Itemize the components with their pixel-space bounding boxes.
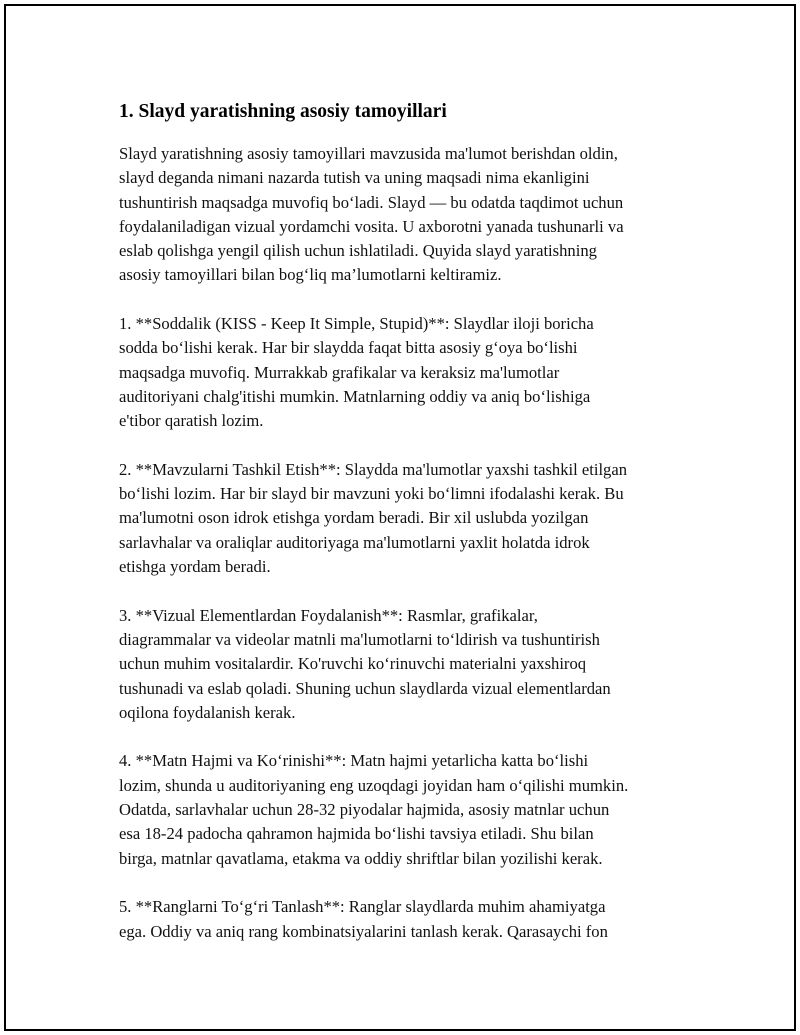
document-body: [119, 98, 704, 968]
text-line: tushuntirish maqsadga muvofiq bo‘ladi. Slayd — bu odatda taqdimot uchun: [119, 192, 624, 212]
document-title: 1. Slayd yaratishning asosiy tamoyillari: [119, 101, 447, 122]
text-line: sodda bo‘lishi kerak. Har bir slaydda faqat bitta asosiy g‘oya bo‘lishi: [119, 338, 578, 358]
text-line: eslab qolishga yengil qilish uchun ishlatiladi. Quyida slayd yaratishning: [119, 241, 597, 261]
text-line: maqsadga muvofiq. Murrakkab grafikalar va keraksiz ma'lumotlar: [119, 362, 560, 382]
text-line: 1. **Soddalik (KISS - Keep It Simple, Stupid)**: Slaydlar iloji boricha: [119, 314, 594, 334]
text-line: oqilona foydalanish kerak.: [119, 702, 296, 722]
text-line: asosiy tamoyillari bilan bog‘liq ma’lumotlarni keltiramiz.: [119, 265, 502, 285]
principle-5-paragraph: [119, 895, 704, 944]
text-line: 2. **Mavzularni Tashkil Etish**: Slaydda ma'lumotlar yaxshi tashkil etilgan: [119, 459, 628, 479]
page-frame: [4, 4, 796, 1031]
text-line: 3. **Vizual Elementlardan Foydalanish**: Rasmlar, grafikalar,: [119, 605, 538, 625]
text-line: diagrammalar va videolar matnli ma'lumotlarni to‘ldirish va tushuntirish: [119, 629, 600, 649]
principle-1-paragraph: [119, 312, 704, 433]
principle-2-paragraph: [119, 458, 704, 579]
text-line: esa 18-24 padocha qahramon hajmida bo‘lishi tavsiya etiladi. Shu bilan: [119, 824, 594, 844]
text-line: lozim, shunda u auditoriyaning eng uzoqdagi joyidan ham o‘qilishi mumkin.: [119, 775, 629, 795]
text-line: slayd deganda nimani nazarda tutish va uning maqsadi nima ekanligini: [119, 168, 590, 188]
text-line: 5. **Ranglarni To‘g‘ri Tanlash**: Ranglar slaydlarda muhim ahamiyatga: [119, 897, 606, 917]
text-line: etishga yordam beradi.: [119, 557, 271, 577]
principle-3-paragraph: [119, 604, 704, 725]
text-line: foydalaniladigan vizual yordamchi vosita. U axborotni yanada tushunarli va: [119, 216, 624, 236]
text-line: uchun muhim vositalardir. Ko'ruvchi ko‘rinuvchi materialni yaxshiroq: [119, 654, 587, 674]
text-line: tushunadi va eslab qoladi. Shuning uchun slaydlarda vizual elementlardan: [119, 678, 611, 698]
text-line: 4. **Matn Hajmi va Ko‘rinishi**: Matn hajmi yetarlicha katta bo‘lishi: [119, 751, 589, 771]
text-line: Odatda, sarlavhalar uchun 28-32 piyodalar hajmida, asosiy matnlar uchun: [119, 800, 610, 820]
text-line: sarlavhalar va oraliqlar auditoriyaga ma'lumotlarni yaxlit holatda idrok: [119, 532, 590, 552]
text-line: Slayd yaratishning asosiy tamoyillari mavzusida ma'lumot berishdan oldin,: [119, 144, 618, 163]
text-line: bo‘lishi lozim. Har bir slayd bir mavzuni yoki bo‘limni ifodalashi kerak. Bu: [119, 484, 624, 504]
principle-4-paragraph: [119, 749, 704, 870]
text-line: ega. Oddiy va aniq rang kombinatsiyalarini tanlash kerak. Qarasaychi fon: [119, 921, 608, 941]
text-line: e'tibor qaratish lozim.: [119, 411, 264, 431]
text-line: birga, matnlar qavatlama, etakma va oddiy shriftlar bilan yozilishi kerak.: [119, 848, 603, 868]
text-line: auditoriyani chalg'itishi mumkin. Matnlarning oddiy va aniq bo‘lishiga: [119, 386, 591, 406]
intro-paragraph: [119, 142, 704, 288]
text-line: ma'lumotni oson idrok etishga yordam beradi. Bir xil uslubda yozilgan: [119, 508, 589, 528]
